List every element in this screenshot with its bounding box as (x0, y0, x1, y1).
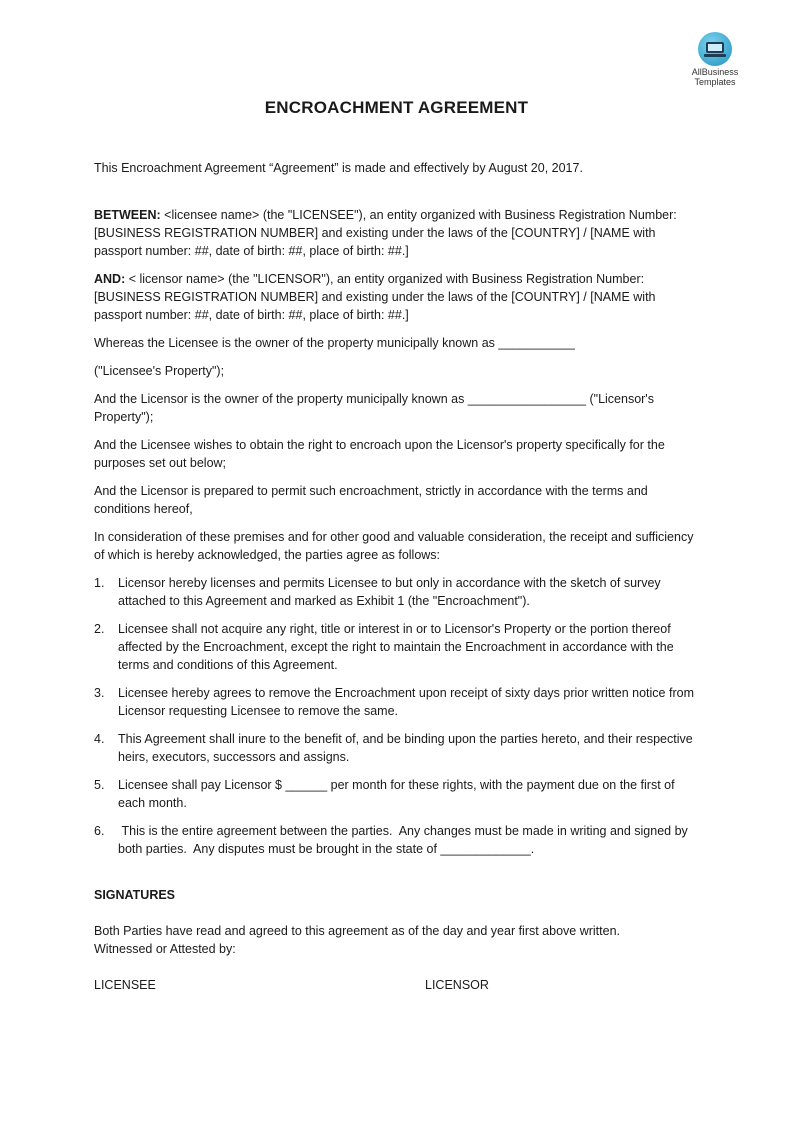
list-number: 3. (94, 686, 105, 700)
witness-line: Witnessed or Attested by: (94, 942, 236, 956)
signatures-heading: SIGNATURES (94, 888, 176, 902)
recital-paragraph: Whereas the Licensee is the owner of the property municipally known as ___________ (94, 336, 575, 350)
licensor-signature-label: LICENSOR (425, 978, 489, 992)
recital-paragraph: In consideration of these premises and for other good and valuable consideration, the receipt and sufficiency of which is hereby acknowledged, the parties agree as follows: (94, 530, 694, 562)
logo-text (684, 67, 746, 87)
list-item (94, 822, 702, 858)
logo-line-1: AllBusiness (691, 67, 739, 77)
licensee-signature-label: LICENSEE (94, 978, 156, 992)
recital-paragraph: And the Licensor is prepared to permit such encroachment, strictly in accordance with the terms and conditions hereof, (94, 484, 648, 516)
list-text: Licensee shall not acquire any right, title or interest in or to Licensor's Property or the portion thereof affected by the Encroachment, except the right to maintain the Encroachment in accordance with the terms and conditions of this Agreement. (118, 622, 674, 672)
recital-paragraph: ("Licensee's Property"); (94, 364, 225, 378)
list-number: 4. (94, 732, 105, 746)
between-label: BETWEEN: (94, 208, 161, 222)
list-number: 6. (94, 824, 105, 838)
list-item (94, 730, 702, 766)
laptop-icon (698, 32, 732, 66)
intro-paragraph: This Encroachment Agreement “Agreement” is made and effectively by August 20, 2017. (94, 161, 583, 175)
list-number: 1. (94, 576, 105, 590)
list-text: Licensee hereby agrees to remove the Encroachment upon receipt of sixty days prior written notice from Licensor requesting Licensee to remove the same. (118, 686, 694, 718)
logo-line-2: Templates (694, 77, 736, 87)
recital-paragraph: And the Licensor is the owner of the property municipally known as _________________ ("Licensor's Property"); (94, 392, 654, 424)
terms-list (94, 574, 702, 858)
list-text: Licensor hereby licenses and permits Licensee to but only in accordance with the sketch of survey attached to this Agreement and marked as Exhibit 1 (the "Encroachment"). (118, 576, 661, 608)
and-text: < licensor name> (the "LICENSOR"), an entity organized with Business Registration Number: [BUSINESS REGISTRATION NUMBER] and existing under the laws of the [COUNTRY] / [NAME with passport number: ##, date of birth: ##, place of birth: ##.] (94, 272, 656, 322)
recital-paragraph: And the Licensee wishes to obtain the right to encroach upon the Licensor's property specifically for the purposes set out below; (94, 438, 665, 470)
list-item (94, 574, 702, 610)
list-number: 2. (94, 622, 105, 636)
list-text: Licensee shall pay Licensor $ ______ per month for these rights, with the payment due on the first of each month. (118, 778, 675, 810)
company-logo (684, 32, 746, 87)
signatures-statement: Both Parties have read and agreed to this agreement as of the day and year first above written. (94, 924, 621, 938)
document-body (94, 159, 702, 994)
list-number: 5. (94, 778, 105, 792)
list-item (94, 620, 702, 674)
list-item (94, 684, 702, 720)
document-title: ENCROACHMENT AGREEMENT (264, 98, 529, 117)
signature-row (94, 976, 702, 994)
and-label: AND: (94, 272, 126, 286)
between-paragraph (94, 206, 702, 260)
list-text: This Agreement shall inure to the benefit of, and be binding upon the parties hereto, and their respective heirs, executors, successors and assigns. (118, 732, 693, 764)
list-item (94, 776, 702, 812)
between-text: <licensee name> (the "LICENSEE"), an entity organized with Business Registration Number: [BUSINESS REGISTRATION NUMBER] and existing under the laws of the [COUNTRY] / [NAME with passport number: ##, date of birth: ##, place of birth: ##.] (94, 208, 677, 258)
list-text: This is the entire agreement between the parties. Any changes must be made in writing and signed by both parties. Any disputes must be brought in the state of _____________. (118, 824, 692, 856)
and-paragraph (94, 270, 702, 324)
